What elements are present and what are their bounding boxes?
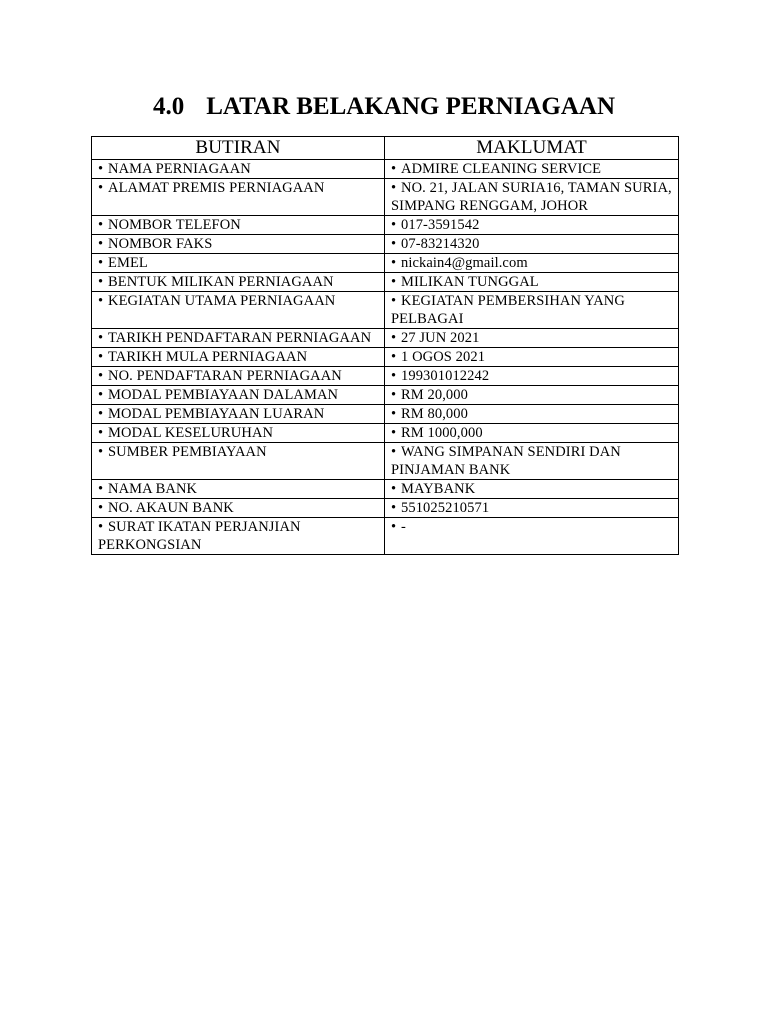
detail-label-cell [92, 499, 385, 518]
detail-value-cell [385, 273, 679, 292]
bullet-marker: • [98, 161, 104, 177]
detail-value-cell [385, 480, 679, 499]
detail-label-cell [92, 179, 385, 216]
column-header-maklumat: MAKLUMAT [385, 137, 679, 160]
detail-label: MODAL PEMBIAYAAN DALAMAN [108, 387, 339, 403]
table-row [92, 386, 679, 405]
detail-value-cell [385, 518, 679, 555]
table-body [92, 160, 679, 555]
bullet-marker: • [391, 519, 397, 535]
bullet-marker: • [98, 293, 104, 309]
detail-label-cell [92, 160, 385, 179]
bullet-marker: • [391, 330, 397, 346]
bullet-marker: • [98, 387, 104, 403]
detail-label: BENTUK MILIKAN PERNIAGAAN [108, 274, 334, 290]
section-title-text: LATAR BELAKANG PERNIAGAAN [206, 93, 616, 120]
detail-label: KEGIATAN UTAMA PERNIAGAAN [108, 293, 336, 309]
business-info-table [91, 136, 679, 555]
bullet-marker: • [98, 349, 104, 365]
bullet-marker: • [98, 481, 104, 497]
detail-value: MAYBANK [401, 481, 476, 497]
table-row [92, 480, 679, 499]
bullet-marker: • [98, 425, 104, 441]
detail-label-cell [92, 348, 385, 367]
table-row [92, 292, 679, 329]
detail-value-cell [385, 329, 679, 348]
bullet-marker: • [391, 236, 397, 252]
detail-value: 27 JUN 2021 [401, 330, 480, 346]
bullet-marker: • [391, 217, 397, 233]
detail-label: ALAMAT PREMIS PERNIAGAAN [108, 180, 325, 196]
detail-value: 017-3591542 [401, 217, 480, 233]
bullet-marker: • [98, 255, 104, 271]
table-header-row [92, 137, 679, 160]
detail-value-cell [385, 160, 679, 179]
detail-label-cell [92, 518, 385, 555]
detail-value: 07-83214320 [401, 236, 480, 252]
bullet-marker: • [98, 330, 104, 346]
detail-label-cell [92, 273, 385, 292]
bullet-marker: • [391, 500, 397, 516]
detail-value: WANG SIMPANAN SENDIRI DAN PINJAMAN BANK [391, 444, 621, 478]
table-row [92, 254, 679, 273]
detail-label-cell [92, 329, 385, 348]
detail-value: 199301012242 [401, 368, 490, 384]
bullet-marker: • [391, 255, 397, 271]
detail-value-cell [385, 424, 679, 443]
bullet-marker: • [391, 406, 397, 422]
bullet-marker: • [98, 368, 104, 384]
bullet-marker: • [391, 425, 397, 441]
detail-label: NO. PENDAFTARAN PERNIAGAAN [108, 368, 342, 384]
detail-label: SUMBER PEMBIAYAAN [108, 444, 267, 460]
detail-label: NO. AKAUN BANK [108, 500, 234, 516]
detail-value: KEGIATAN PEMBERSIHAN YANG PELBAGAI [391, 293, 625, 327]
detail-value: nickain4@gmail.com [401, 255, 528, 271]
table-row [92, 518, 679, 555]
table-row [92, 405, 679, 424]
detail-value: MILIKAN TUNGGAL [401, 274, 539, 290]
column-header-butiran: BUTIRAN [92, 137, 385, 160]
detail-label: NAMA PERNIAGAAN [108, 161, 251, 177]
bullet-marker: • [391, 387, 397, 403]
table-row [92, 273, 679, 292]
detail-label-cell [92, 386, 385, 405]
bullet-marker: • [391, 349, 397, 365]
bullet-marker: • [391, 274, 397, 290]
detail-value: - [401, 519, 406, 535]
detail-label-cell [92, 480, 385, 499]
detail-value-cell [385, 443, 679, 480]
detail-label-cell [92, 405, 385, 424]
detail-value-cell [385, 179, 679, 216]
detail-label-cell [92, 443, 385, 480]
detail-value-cell [385, 405, 679, 424]
detail-value: NO. 21, JALAN SURIA16, TAMAN SURIA, SIMPANG RENGGAM, JOHOR [391, 180, 672, 214]
table-row [92, 160, 679, 179]
detail-label: EMEL [108, 255, 148, 271]
bullet-marker: • [98, 444, 104, 460]
section-heading [0, 92, 768, 122]
table-row [92, 216, 679, 235]
detail-label: MODAL PEMBIAYAAN LUARAN [108, 406, 325, 422]
detail-value-cell [385, 235, 679, 254]
detail-label: TARIKH MULA PERNIAGAAN [108, 349, 308, 365]
detail-label-cell [92, 235, 385, 254]
table-row [92, 235, 679, 254]
detail-value: 1 OGOS 2021 [401, 349, 486, 365]
table-row [92, 348, 679, 367]
detail-label: NOMBOR FAKS [108, 236, 213, 252]
detail-value-cell [385, 499, 679, 518]
detail-label: NOMBOR TELEFON [108, 217, 241, 233]
bullet-marker: • [391, 161, 397, 177]
detail-label: NAMA BANK [108, 481, 198, 497]
bullet-marker: • [391, 481, 397, 497]
detail-label-cell [92, 216, 385, 235]
bullet-marker: • [98, 236, 104, 252]
detail-value: 551025210571 [401, 500, 490, 516]
detail-label-cell [92, 424, 385, 443]
detail-label-cell [92, 292, 385, 329]
table-row [92, 443, 679, 480]
detail-value: RM 80,000 [401, 406, 468, 422]
bullet-marker: • [98, 406, 104, 422]
table-row [92, 179, 679, 216]
detail-label-cell [92, 254, 385, 273]
table-row [92, 367, 679, 386]
table-row [92, 329, 679, 348]
detail-label-cell [92, 367, 385, 386]
detail-value-cell [385, 367, 679, 386]
detail-value: RM 1000,000 [401, 425, 483, 441]
detail-value-cell [385, 386, 679, 405]
detail-value: RM 20,000 [401, 387, 468, 403]
bullet-marker: • [98, 274, 104, 290]
bullet-marker: • [98, 217, 104, 233]
table-row [92, 424, 679, 443]
section-number: 4.0 [152, 93, 185, 120]
bullet-marker: • [98, 500, 104, 516]
detail-label: TARIKH PENDAFTARAN PERNIAGAAN [108, 330, 372, 346]
detail-value-cell [385, 254, 679, 273]
detail-value: ADMIRE CLEANING SERVICE [401, 161, 602, 177]
table-row [92, 499, 679, 518]
bullet-marker: • [98, 519, 104, 535]
bullet-marker: • [98, 180, 104, 196]
detail-label: SURAT IKATAN PERJANJIAN PERKONGSIAN [98, 519, 301, 553]
bullet-marker: • [391, 180, 397, 196]
detail-value-cell [385, 216, 679, 235]
detail-label: MODAL KESELURUHAN [108, 425, 274, 441]
bullet-marker: • [391, 293, 397, 309]
bullet-marker: • [391, 444, 397, 460]
detail-value-cell [385, 348, 679, 367]
detail-value-cell [385, 292, 679, 329]
bullet-marker: • [391, 368, 397, 384]
